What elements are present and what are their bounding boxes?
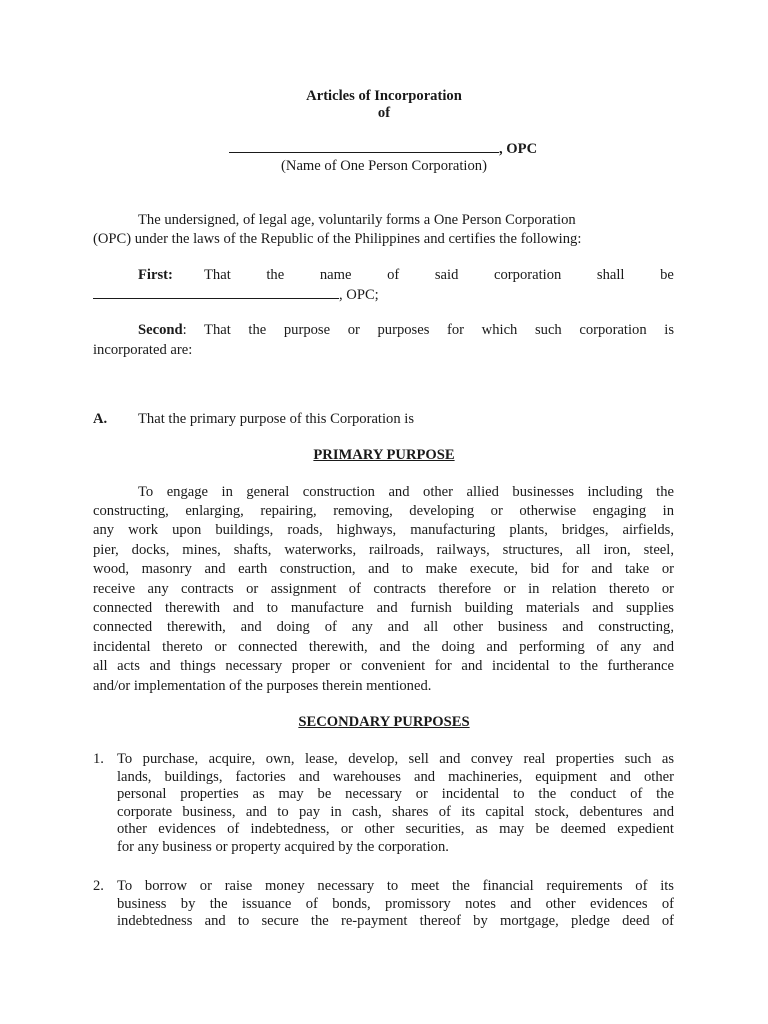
list-line: business by the issuance of bonds, promissory notes and other evidences of [117,895,674,912]
first-name-blank [93,286,339,299]
second-label: Second [138,322,183,338]
second-clause-line-1 [138,322,674,339]
primary-line: and/or implementation of the purposes therein mentioned. [93,678,432,694]
list-line: personal properties as may be necessary or incidental to the conduct of the [117,786,674,803]
primary-line: any work upon buildings, roads, highways, manufacturing plants, bridges, airfields, [93,522,674,538]
primary-line: wood, masonry and earth construction, and to make execute, bid for and take or [93,561,674,577]
list-line: corporate business, and to pay in cash, shares of its capital stock, debentures and [117,803,674,820]
secondary-purposes-heading: SECONDARY PURPOSES [298,714,470,730]
primary-purpose-heading: PRIMARY PURPOSE [313,447,455,463]
primary-line: connected therewith and to manufacture and furnish building materials and supplies [93,600,674,616]
first-label: First: [138,267,173,283]
section-a-text: That the primary purpose of this Corporation is [138,411,415,427]
list-number: 2. [93,878,104,894]
primary-line: constructing, enlarging, repairing, removing, developing or otherwise engaging in [93,503,674,519]
opc-suffix: , OPC [499,141,538,157]
first-word: the [266,267,285,283]
list-line: To borrow or raise money necessary to meet the financial requirements of its [117,878,674,894]
first-name-line [93,286,379,304]
primary-line: To engage in general construction and other allied businesses including the [138,484,674,500]
primary-line: pier, docks, mines, shafts, waterworks, railroads, railways, structures, all iron, steel, [93,542,674,558]
section-a-label: A. [93,411,108,427]
first-word: be [660,267,674,283]
primary-line: incidental thereto or connected therewith, and the doing and performing of any and [93,639,674,655]
list-item [117,878,674,931]
first-word: shall [596,267,625,283]
second-text-2: incorporated are: [93,342,193,358]
intro-line-1: The undersigned, of legal age, voluntarily forms a One Person Corporation [138,212,576,228]
list-line: other evidences of indebtedness, or other securities, as may be deemed expedient [117,821,674,838]
list-line: To purchase, acquire, own, lease, develop, sell and convey real properties such as [117,751,674,767]
list-line: lands, buildings, factories and warehouses and machineries, equipment and other [117,768,674,785]
document-title: Articles of Incorporation [306,88,462,104]
name-caption: (Name of One Person Corporation) [281,158,487,174]
name-blank [229,140,499,153]
corporation-name-line [229,140,537,158]
document-title-of: of [377,105,391,121]
first-opc-suffix: , OPC; [339,287,379,303]
first-word: corporation [494,267,562,283]
list-item [117,751,674,857]
list-line: for any business or property acquired by the corporation. [117,838,449,855]
primary-line: connected therewith, and doing of any and all other business and constructing, [93,619,674,635]
primary-line: receive any contracts or assignment of contracts therefore or in relation thereto or [93,581,674,597]
list-line: indebtedness and to secure the re-payment thereof by mortgage, pledge deed of [117,913,674,930]
first-word: said [434,267,459,283]
first-clause-words [204,267,674,284]
second-text-1: : That the purpose or purposes for which such corporation is [182,322,674,338]
first-word: of [387,267,400,283]
first-word: name [319,267,352,283]
list-number: 1. [93,751,104,767]
first-word: That [204,267,231,283]
primary-line: all acts and things necessary proper or convenient for and incidental to the furtherance [93,658,674,674]
intro-line-2: (OPC) under the laws of the Republic of the Philippines and certifies the following: [93,231,582,247]
